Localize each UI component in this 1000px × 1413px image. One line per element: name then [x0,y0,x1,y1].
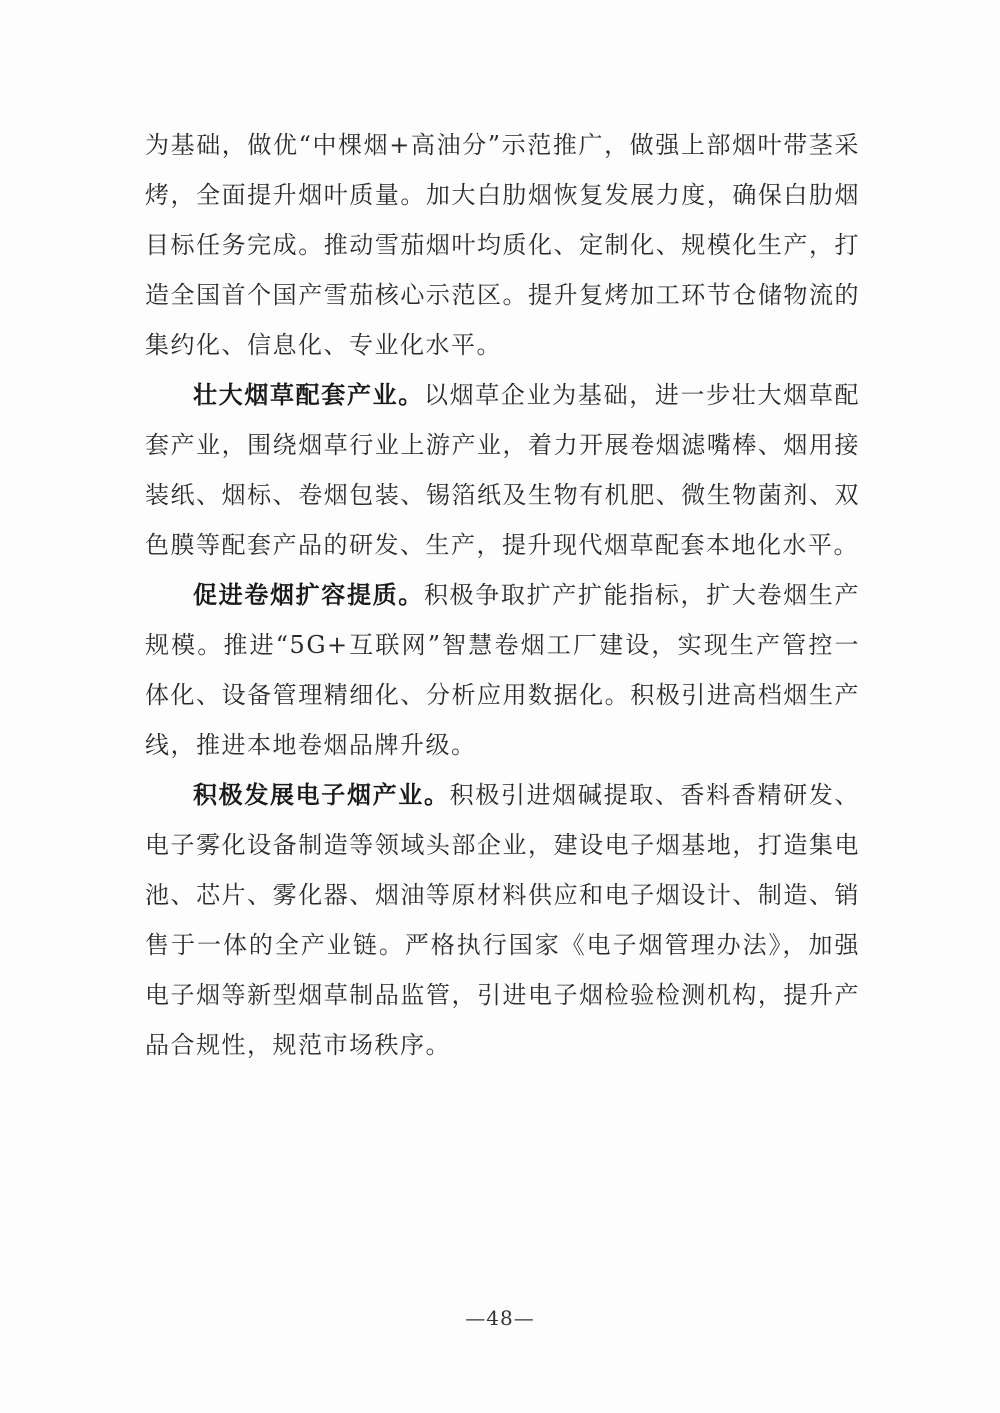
paragraph-heading: 积极发展电子烟产业。 [193,780,450,809]
paragraph-text: 积极引进烟碱提取、香料香精研发、电子雾化设备制造等领域头部企业，建设电子烟基地，打造集电池、芯片、雾化器、烟油等原材料供应和电子烟设计、制造、销售于一体的全产业链。严格执行国家《电子烟管理办法》，加强电子烟等新型烟草制品监管，引进电子烟检验检测机构，提升产品合规性，规范市场秩序。 [145,781,861,1059]
paragraph-text: 为基础，做优“中棵烟+高油分”示范推广，做强上部烟叶带茎采烤，全面提升烟叶质量。加大白肋烟恢复发展力度，确保白肋烟目标任务完成。推动雪茄烟叶均质化、定制化、规模化生产，打造全国首个国产雪茄核心示范区。提升复烤加工环节仓储物流的集约化、信息化、专业化水平。 [145,131,860,359]
paragraph-cigarette-expansion [145,570,860,770]
paragraph-supporting-industry [145,370,860,570]
document-body [145,120,860,1070]
paragraph-continuation [145,120,860,370]
paragraph-text: 积极争取扩产扩能指标，扩大卷烟生产规模。推进“5G+互联网”智慧卷烟工厂建设，实现生产管控一体化、设备管理精细化、分析应用数据化。积极引进高档烟生产线，推进本地卷烟品牌升级。 [145,581,861,759]
paragraph-heading: 壮大烟草配套产业。 [193,380,424,409]
paragraph-heading: 促进卷烟扩容提质。 [193,580,424,609]
paragraph-e-cigarette-industry [145,770,860,1070]
paragraph-text: 以烟草企业为基础，进一步壮大烟草配套产业，围绕烟草行业上游产业，着力开展卷烟滤嘴棒、烟用接装纸、烟标、卷烟包装、锡箔纸及生物有机肥、微生物菌剂、双色膜等配套产品的研发、生产，提升现代烟草配套本地化水平。 [145,381,861,559]
page-number: —48— [465,1306,535,1330]
